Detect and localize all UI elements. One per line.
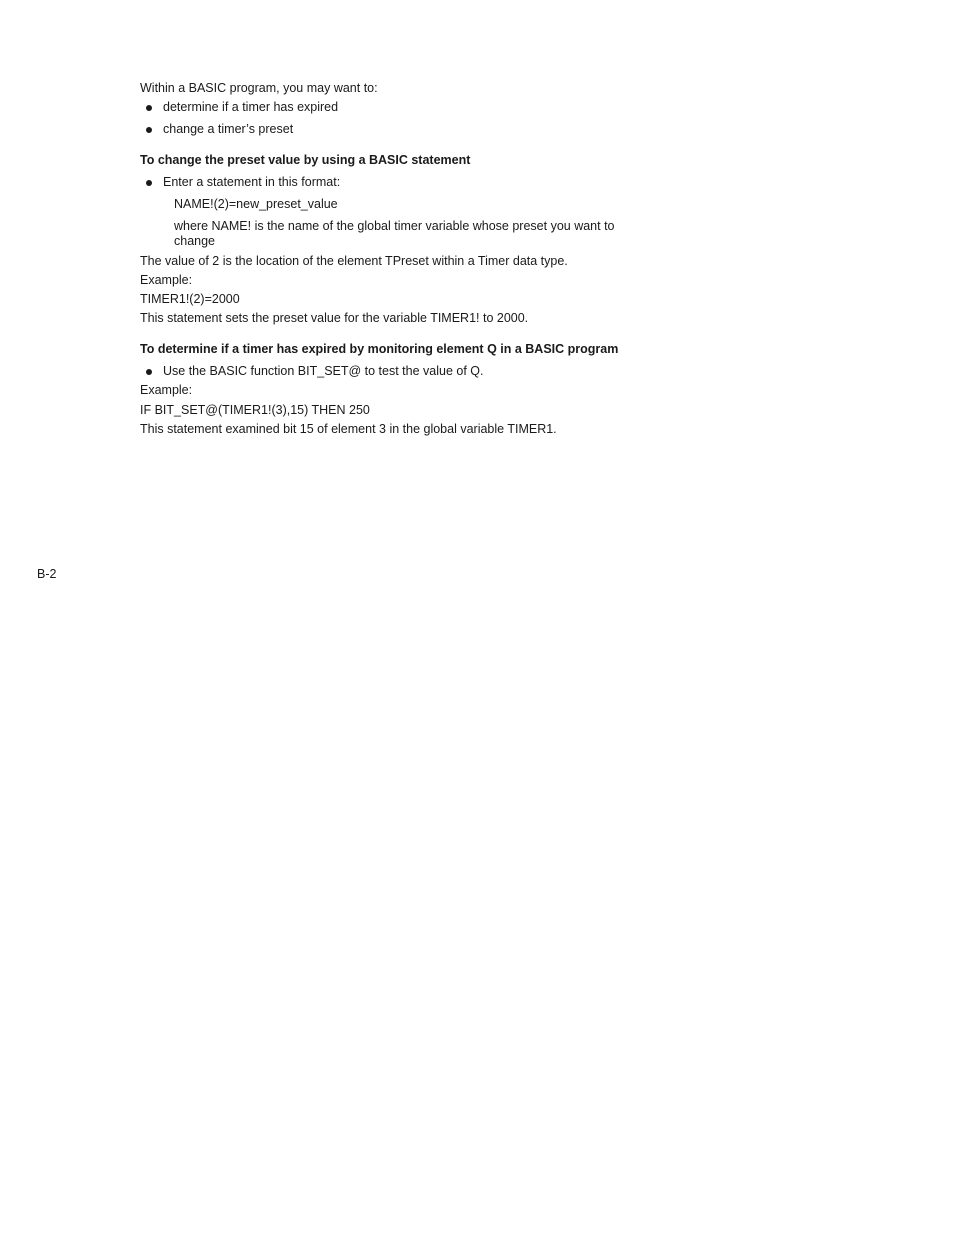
intro-bullet-text: change a timer’s preset xyxy=(163,122,294,136)
section2-example-note: This statement examined bit 15 of element 3 in the global variable TIMER1. xyxy=(140,422,557,436)
bullet-icon xyxy=(146,369,152,375)
intro-bullet-expired xyxy=(140,100,630,115)
intro-bullet-text: determine if a timer has expired xyxy=(163,100,339,114)
section2-heading: To determine if a timer has expired by monitoring element Q in a BASIC program xyxy=(140,342,619,356)
intro-paragraph: Within a BASIC program, you may want to: xyxy=(140,81,378,95)
section1-example-note: This statement sets the preset value for the variable TIMER1! to 2000. xyxy=(140,311,529,325)
section1-example-code: TIMER1!(2)=2000 xyxy=(140,292,240,306)
section2-example-code: IF BIT_SET@(TIMER1!(3),15) THEN 250 xyxy=(140,403,370,417)
section1-bullet-text: Enter a statement in this format: xyxy=(163,175,341,189)
section2-bullet-text: Use the BASIC function BIT_SET@ to test the value of Q. xyxy=(163,364,484,378)
section1-bullet xyxy=(140,175,630,190)
bullet-icon xyxy=(146,180,152,186)
page-content xyxy=(140,81,630,441)
section2-example-label: Example: xyxy=(140,383,193,397)
section1-format-line: NAME!(2)=new_preset_value xyxy=(174,197,338,211)
section1-heading: To change the preset value by using a BASIC statement xyxy=(140,153,471,167)
section1-format-note: where NAME! is the name of the global timer variable whose preset you want to change xyxy=(174,219,615,248)
section1-example-label: Example: xyxy=(140,273,193,287)
bullet-icon xyxy=(146,105,152,111)
bullet-icon xyxy=(146,127,152,133)
intro-bullet-preset xyxy=(140,122,630,137)
page-number: B-2 xyxy=(37,567,57,581)
section2-bullet xyxy=(140,364,630,379)
section1-explanation: The value of 2 is the location of the element TPreset within a Timer data type. xyxy=(140,254,568,268)
